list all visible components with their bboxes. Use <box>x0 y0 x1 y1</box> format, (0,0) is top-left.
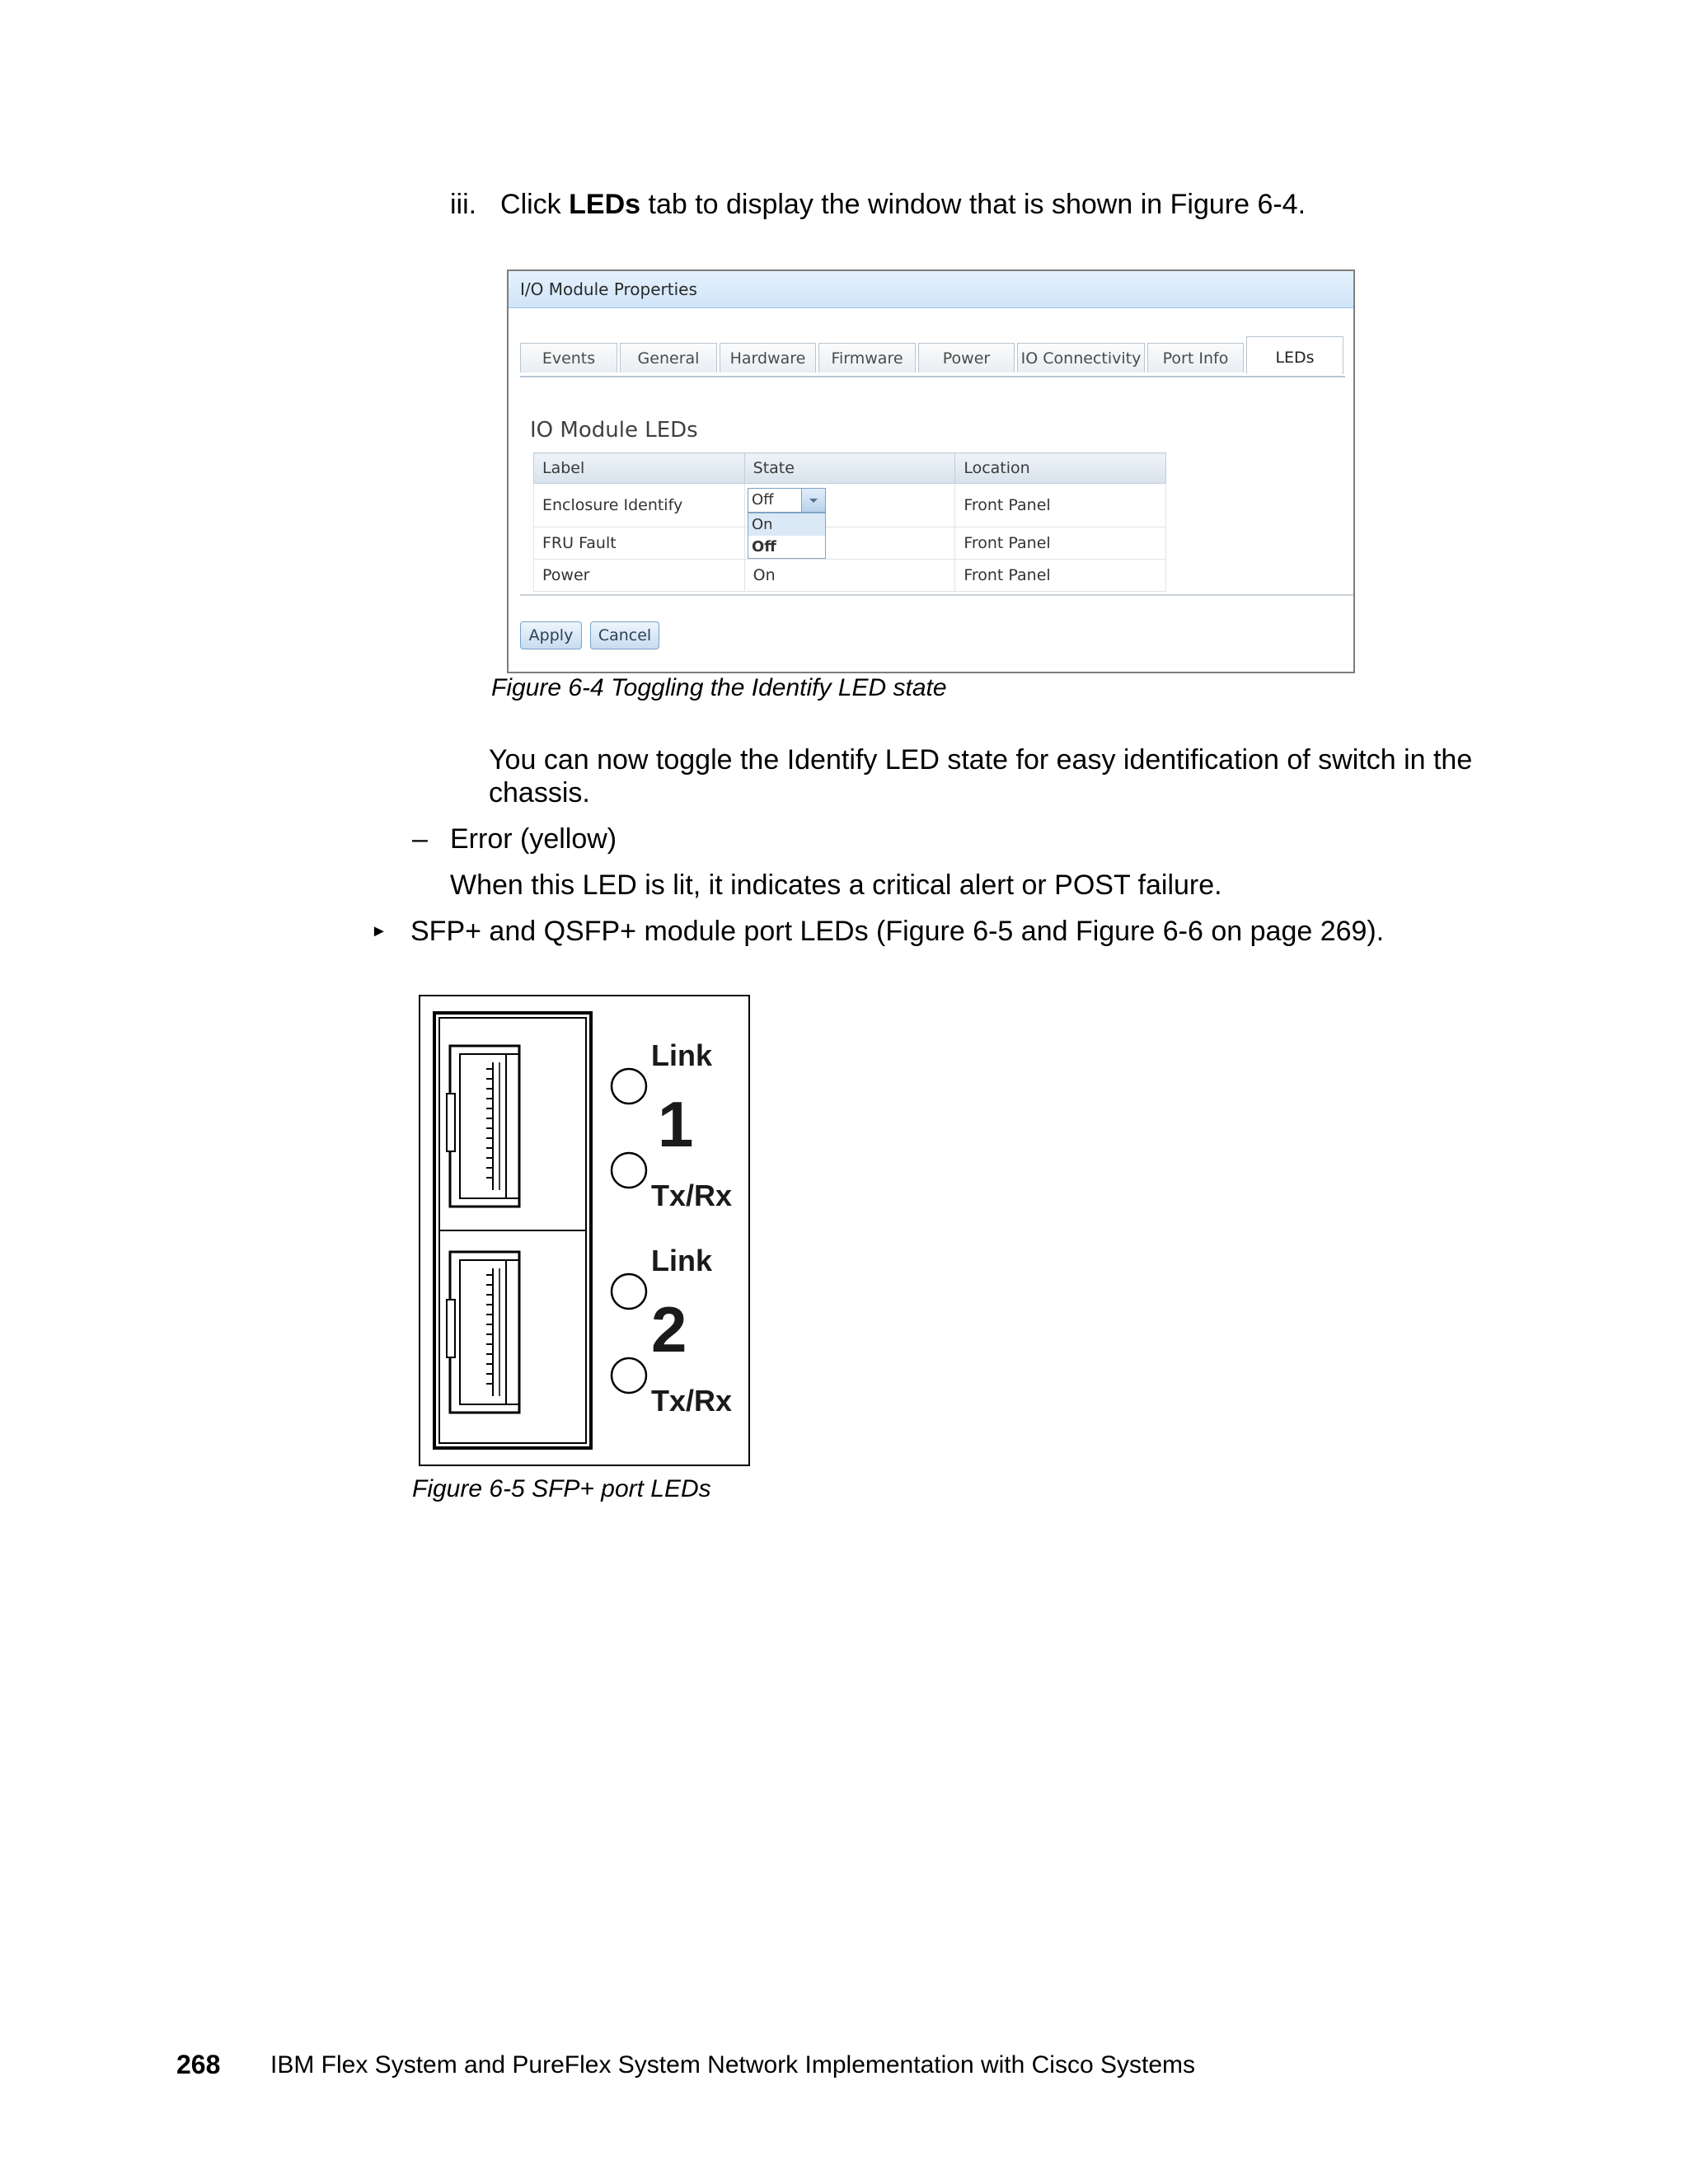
col-header-location: Location <box>955 453 1166 484</box>
error-description: When this LED is lit, it indicates a critical alert or POST failure. <box>450 869 1222 901</box>
state-select-value: Off <box>752 491 774 509</box>
dropdown-option-off[interactable]: Off <box>752 538 776 555</box>
led-circle-port1-txrx <box>612 1153 646 1188</box>
tab-hardware[interactable]: Hardware <box>720 343 816 373</box>
io-module-properties-dialog <box>507 269 1355 673</box>
port2-txrx-label: Tx/Rx <box>651 1384 733 1418</box>
dialog-divider <box>520 594 1353 596</box>
para-toggle-line2: chassis. <box>489 777 590 808</box>
tab-bar <box>520 343 1345 377</box>
state-dropdown-list <box>748 513 826 559</box>
tab-general[interactable]: General <box>620 343 717 373</box>
row-state: On <box>744 560 955 592</box>
led-circle-port1-link <box>612 1069 646 1104</box>
tab-events[interactable]: Events <box>520 343 617 373</box>
tab-leds[interactable]: LEDs <box>1246 336 1343 374</box>
chevron-down-icon[interactable] <box>801 489 825 512</box>
step-text-after: tab to display the window that is shown in Figure 6-4. <box>640 189 1306 220</box>
figure-6-5-caption: Figure 6-5 SFP+ port LEDs <box>412 1475 711 1502</box>
table-row <box>534 560 1166 592</box>
leds-table <box>533 452 1166 592</box>
port1-txrx-label: Tx/Rx <box>651 1179 733 1212</box>
cancel-button[interactable]: Cancel <box>590 621 659 649</box>
error-item-text: Error (yellow) <box>450 823 617 855</box>
apply-button[interactable]: Apply <box>520 621 582 649</box>
error-dash: – <box>412 823 428 855</box>
table-row <box>534 484 1166 527</box>
row-location: Front Panel <box>955 560 1166 592</box>
col-header-label: Label <box>534 453 745 484</box>
tab-port-info[interactable]: Port Info <box>1147 343 1244 373</box>
table-row <box>534 527 1166 560</box>
led-circle-port2-link <box>612 1274 646 1309</box>
dialog-title: I/O Module Properties <box>509 271 1353 308</box>
table-header-row <box>534 453 1166 484</box>
row-location: Front Panel <box>955 484 1166 527</box>
port1-link-label: Link <box>651 1038 713 1072</box>
figure-6-4-caption: Figure 6-4 Toggling the Identify LED state <box>491 674 947 701</box>
port2-number: 2 <box>651 1293 687 1366</box>
port1-number: 1 <box>658 1088 694 1160</box>
page-number: 268 <box>176 2050 221 2079</box>
row-location: Front Panel <box>955 527 1166 560</box>
row-label: Enclosure Identify <box>534 484 745 527</box>
tab-io-connectivity[interactable]: IO Connectivity <box>1017 343 1145 373</box>
sfp-port-leds-figure <box>419 995 750 1466</box>
tab-firmware[interactable]: Firmware <box>818 343 916 373</box>
step-iii <box>450 188 1306 221</box>
state-select[interactable] <box>748 488 826 513</box>
section-title <box>530 418 698 443</box>
row-label: Power <box>534 560 745 592</box>
step-number: iii. <box>450 189 477 220</box>
tab-power[interactable]: Power <box>918 343 1015 373</box>
bullet-icon: ► <box>371 922 387 940</box>
dropdown-option-on[interactable]: On <box>748 513 825 536</box>
row-label: FRU Fault <box>534 527 745 560</box>
bullet-item-text: SFP+ and QSFP+ module port LEDs (Figure 6-5 and Figure 6-6 on page 269). <box>410 916 1385 947</box>
led-circle-port2-txrx <box>612 1358 646 1393</box>
step-text-bold: LEDs <box>569 189 641 220</box>
step-text-before: Click <box>500 189 570 220</box>
port2-link-label: Link <box>651 1244 713 1277</box>
para-toggle-line1: You can now toggle the Identify LED state for easy identification of switch in the <box>489 744 1473 776</box>
footer-book-title: IBM Flex System and PureFlex System Network Implementation with Cisco Systems <box>270 2051 1196 2079</box>
col-header-state: State <box>744 453 955 484</box>
section-title-text: IO Module LEDs <box>530 418 698 443</box>
